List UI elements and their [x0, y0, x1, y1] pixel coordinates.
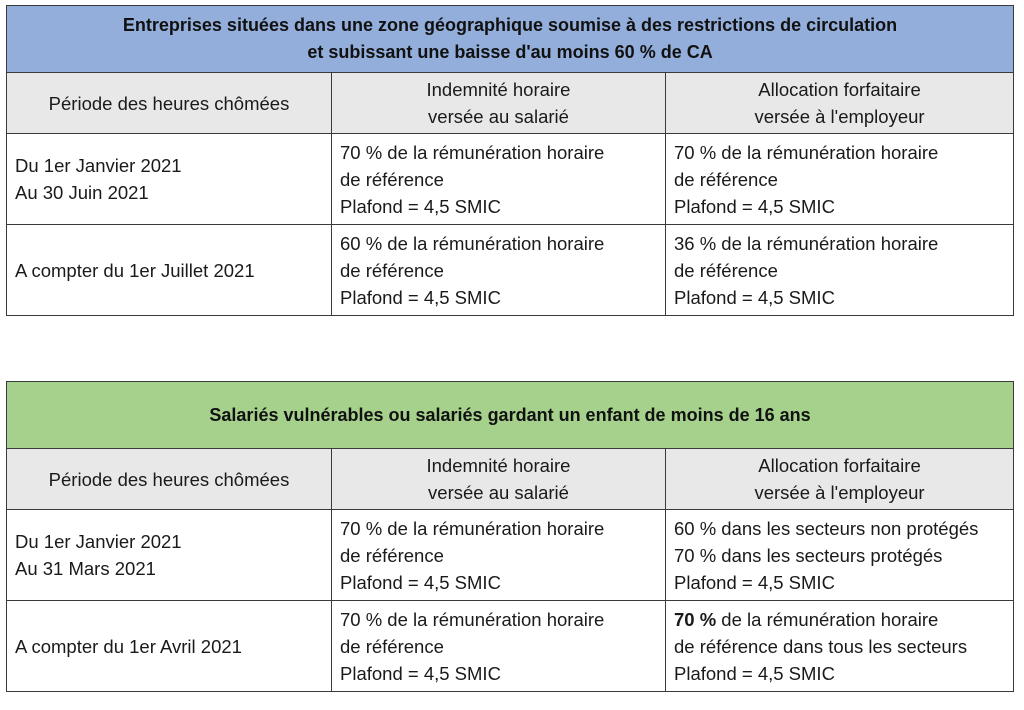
allocation-cell: 60 % dans les secteurs non protégés 70 % dans les secteurs protégés Plafond = 4,5 SMIC	[666, 510, 1014, 601]
period-cell: Du 1er Janvier 2021 Au 30 Juin 2021	[7, 134, 332, 225]
table-vulnerable-employees	[6, 381, 1014, 692]
period-cell: A compter du 1er Juillet 2021	[7, 225, 332, 316]
table-title	[7, 6, 1014, 73]
period-cell: Du 1er Janvier 2021 Au 31 Mars 2021	[7, 510, 332, 601]
title-line-2: et subissant une baisse d'au moins 60 % de CA	[307, 42, 713, 62]
table-row	[7, 601, 1014, 692]
indemnity-cell: 70 % de la rémunération horaire de référence Plafond = 4,5 SMIC	[332, 134, 666, 225]
table-title-row	[7, 382, 1014, 449]
header-row	[7, 73, 1014, 134]
period-cell: A compter du 1er Avril 2021	[7, 601, 332, 692]
table-restricted-zone	[6, 5, 1014, 316]
bold-percentage: 70 %	[674, 608, 717, 630]
header-period: Période des heures chômées	[7, 449, 332, 510]
table-title: Salariés vulnérables ou salariés gardant un enfant de moins de 16 ans	[7, 382, 1014, 449]
table-row	[7, 225, 1014, 316]
table-row	[7, 134, 1014, 225]
indemnity-cell: 60 % de la rémunération horaire de référence Plafond = 4,5 SMIC	[332, 225, 666, 316]
table-row	[7, 510, 1014, 601]
title-line-1: Entreprises situées dans une zone géographique soumise à des restrictions de circulation	[122, 15, 898, 35]
indemnity-cell: 70 % de la rémunération horaire de référence Plafond = 4,5 SMIC	[332, 510, 666, 601]
header-indemnity: Indemnité horaire versée au salarié	[332, 449, 666, 510]
header-allocation: Allocation forfaitaire versée à l'employeur	[666, 73, 1014, 134]
header-period: Période des heures chômées	[7, 73, 332, 134]
header-row	[7, 449, 1014, 510]
allocation-cell: 70 % de la rémunération horaire de référence dans tous les secteurs Plafond = 4,5 SMIC	[666, 601, 1014, 692]
table-title-row	[7, 6, 1014, 73]
allocation-cell: 70 % de la rémunération horaire de référence Plafond = 4,5 SMIC	[666, 134, 1014, 225]
allocation-cell: 36 % de la rémunération horaire de référence Plafond = 4,5 SMIC	[666, 225, 1014, 316]
indemnity-cell: 70 % de la rémunération horaire de référence Plafond = 4,5 SMIC	[332, 601, 666, 692]
header-indemnity: Indemnité horaire versée au salarié	[332, 73, 666, 134]
header-allocation: Allocation forfaitaire versée à l'employeur	[666, 449, 1014, 510]
